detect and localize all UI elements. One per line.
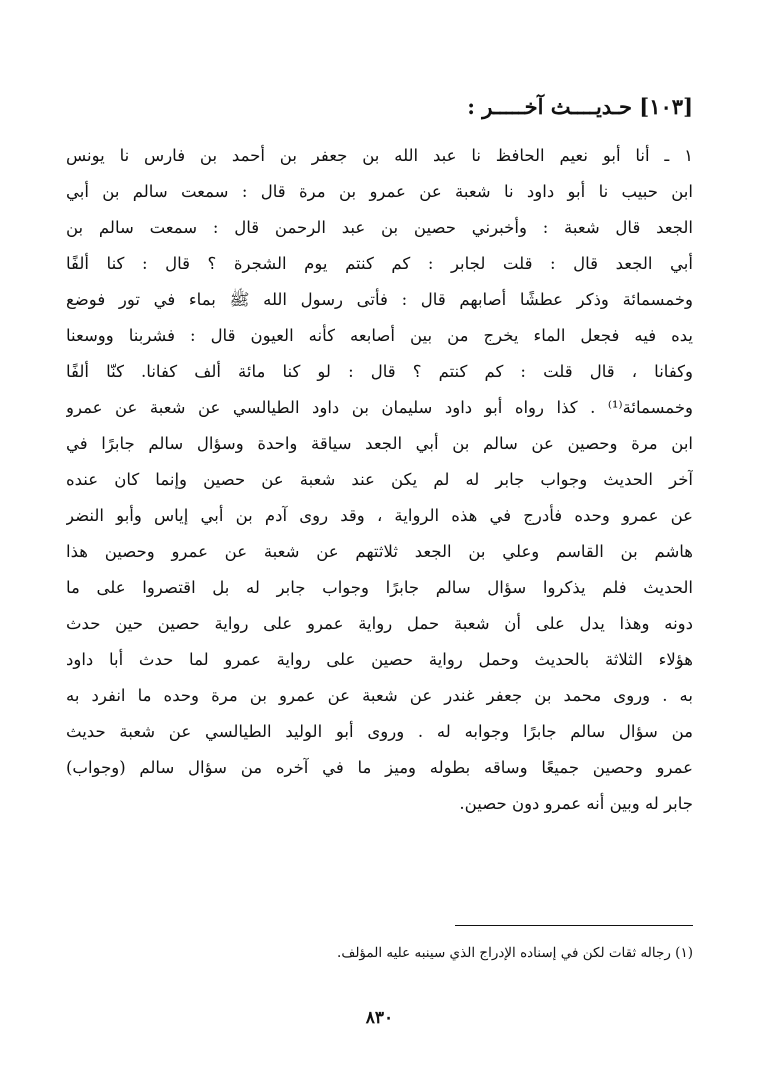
body-line: الجعد قال شعبة : وأخبرني حصين بن عبد الرحمن قال : سمعت سالم بن [66,218,693,237]
body-line: ابن مرة وحصين عن سالم بن أبي الجعد سياقة واحدة وسؤال سالم جابرًا في [66,434,693,453]
body-line-last: جابر له وبين أنه عمرو دون حصين. [459,794,693,813]
hadith-body [66,138,693,822]
hadith-heading: [١٠٣] حـديــــث آخـــــر : [467,94,693,119]
footnote-divider [455,925,693,926]
page-number: ٨٣٠ [365,1008,394,1028]
body-line: وكفانا ، قال قلت : كم كنتم ؟ قال : لو كنا مائة ألف كفانا. كنّا ألفًا [66,362,693,381]
body-line: هاشم بن القاسم وعلي بن الجعد ثلاثتهم عن شعبة عن عمرو وحصين هذا [66,542,693,561]
body-line: أبي الجعد قال : قلت لجابر : كم كنتم يوم الشجرة ؟ قال : كنا ألفًا [66,254,693,273]
body-line: وخمسمائة⁽¹⁾ . كذا رواه أبو داود سليمان بن داود الطيالسي عن شعبة عن عمرو [66,398,693,417]
body-line: به . وروى محمد بن جعفر غندر عن شعبة عن عمرو بن مرة وحده ما انفرد به [66,686,693,705]
body-line: هؤلاء الثلاثة بالحديث وحمل رواية حصين على رواية عمرو لما حدث أبا داود [66,650,693,669]
body-line: من سؤال سالم جابرًا وجوابه له . وروى أبو الوليد الطيالسي عن شعبة حديث [66,722,693,741]
body-line: آخر الحديث وجواب جابر له لم يكن عند شعبة عن حصين وإنما كان عنده [66,470,693,489]
body-line: عن عمرو وحده فأدرج في هذه الرواية ، وقد روى آدم بن أبي إياس وأبو النضر [66,506,693,525]
body-line: وخمسمائة وذكر عطشًا أصابهم قال : فأتى رسول الله ﷺ بماء في تور فوضع [66,290,693,309]
body-line: عمرو وحصين جميعًا وساقه بطوله وميز ما في آخره من سؤال سالم (وجواب) [66,758,693,777]
body-line: دونه وهذا يدل على أن شعبة حمل رواية عمرو على رواية حصين حين حدث [66,614,693,633]
footnote: (١) رجاله ثقات لكن في إسناده الإدراج الذي سينبه عليه المؤلف. [337,945,693,961]
body-line: الحديث فلم يذكروا سؤال سالم جابرًا وجواب جابر له بل اقتصروا على ما [66,578,693,597]
body-line: ابن حبيب نا أبو داود نا شعبة عن عمرو بن مرة قال : سمعت سالم بن أبي [66,182,693,201]
body-line: ١ ـ أنا أبو نعيم الحافظ نا عبد الله بن جعفر بن أحمد بن فارس نا يونس [66,146,693,165]
body-line: يده فيه فجعل الماء يخرج من بين أصابعه كأنه العيون قال : فشربنا ووسعنا [66,326,693,345]
